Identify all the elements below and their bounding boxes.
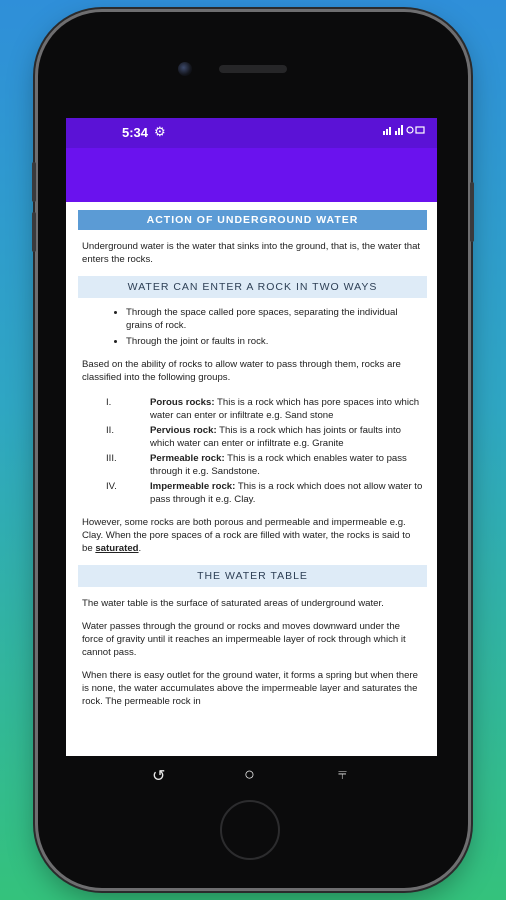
rock-description: This is a rock which enables water to pass through it e.g. Sandstone. <box>150 453 407 477</box>
list-item <box>82 480 423 506</box>
water-passes-paragraph: Water passes through the ground or rocks and moves downward under the force of gravity until it reaches an impermeable layer of rock through which it cannot pass. <box>82 621 406 658</box>
list-item: • Through the joint or faults in rock. <box>126 335 423 348</box>
status-bar <box>66 118 437 148</box>
signal-icon <box>383 125 425 137</box>
phone-frame <box>38 12 468 888</box>
front-camera <box>178 62 192 76</box>
back-icon[interactable]: ⫧ <box>338 766 348 783</box>
recents-icon[interactable]: ↺ <box>152 768 166 785</box>
classification-paragraph: Based on the ability of rocks to allow water to pass through them, rocks are classified into the following groups. <box>82 359 401 383</box>
gear-icon: ⚙ <box>154 124 166 139</box>
section-title-action: ACTION OF UNDERGROUND WATER <box>78 210 427 230</box>
list-item <box>82 396 423 422</box>
list-number: I. <box>106 397 112 408</box>
saturation-text: However, some rocks are both porous and permeable and impermeable e.g. Clay. When the pore spaces of a rock are filled with water, the rocks is said to be <box>82 517 411 554</box>
rock-term: Impermeable rock: <box>150 481 236 492</box>
rock-term: Porous rocks: <box>150 397 215 408</box>
list-item: • Through the space called pore spaces, separating the individual grains of rock. <box>126 306 423 332</box>
app-bar <box>66 148 437 202</box>
status-time: 5:34 <box>122 125 149 140</box>
volume-down-button <box>32 212 36 252</box>
rock-types-list <box>82 396 423 506</box>
rock-term: Pervious rock: <box>150 425 217 436</box>
section-title-water-table: THE WATER TABLE <box>78 565 427 587</box>
period: . <box>138 543 142 554</box>
saturation-paragraph <box>82 516 423 555</box>
volume-up-button <box>32 162 36 202</box>
list-item <box>82 424 423 450</box>
power-button <box>470 182 474 242</box>
easy-outlet-paragraph: When there is easy outlet for the ground water, it forms a spring but when there is none, the water accumulates above the impermeable layer and saturates the rock. The permeable rock in <box>82 670 418 707</box>
rock-term: Permeable rock: <box>150 453 225 464</box>
earpiece-speaker <box>219 65 287 73</box>
intro-paragraph: Underground water is the water that sinks into the ground, that is, the water that enters the rocks. <box>82 241 421 265</box>
rock-description: This is a rock which has pore spaces into which water can enter or infiltrate e.g. Sand stone <box>150 397 420 421</box>
navigation-bar <box>38 756 468 796</box>
list-number: IV. <box>106 481 117 492</box>
entry-ways-list <box>82 306 423 348</box>
article-content[interactable] <box>66 202 437 756</box>
list-item <box>82 452 423 478</box>
rock-description: This is a rock which has joints or faults into which water can enter or infiltrate e.g. Granite <box>150 425 401 449</box>
list-number: II. <box>106 425 114 436</box>
status-indicators <box>383 125 425 137</box>
home-icon[interactable]: ○ <box>244 764 255 784</box>
section-title-two-ways: WATER CAN ENTER A ROCK IN TWO WAYS <box>78 276 427 298</box>
rock-description: This is a rock which does not allow water to pass through it e.g. Clay. <box>150 481 423 505</box>
list-number: III. <box>106 453 117 464</box>
screen <box>66 118 437 756</box>
saturated-term: saturated <box>95 543 139 554</box>
water-table-definition: The water table is the surface of saturated areas of underground water. <box>82 598 384 609</box>
physical-home-button[interactable] <box>220 800 280 860</box>
